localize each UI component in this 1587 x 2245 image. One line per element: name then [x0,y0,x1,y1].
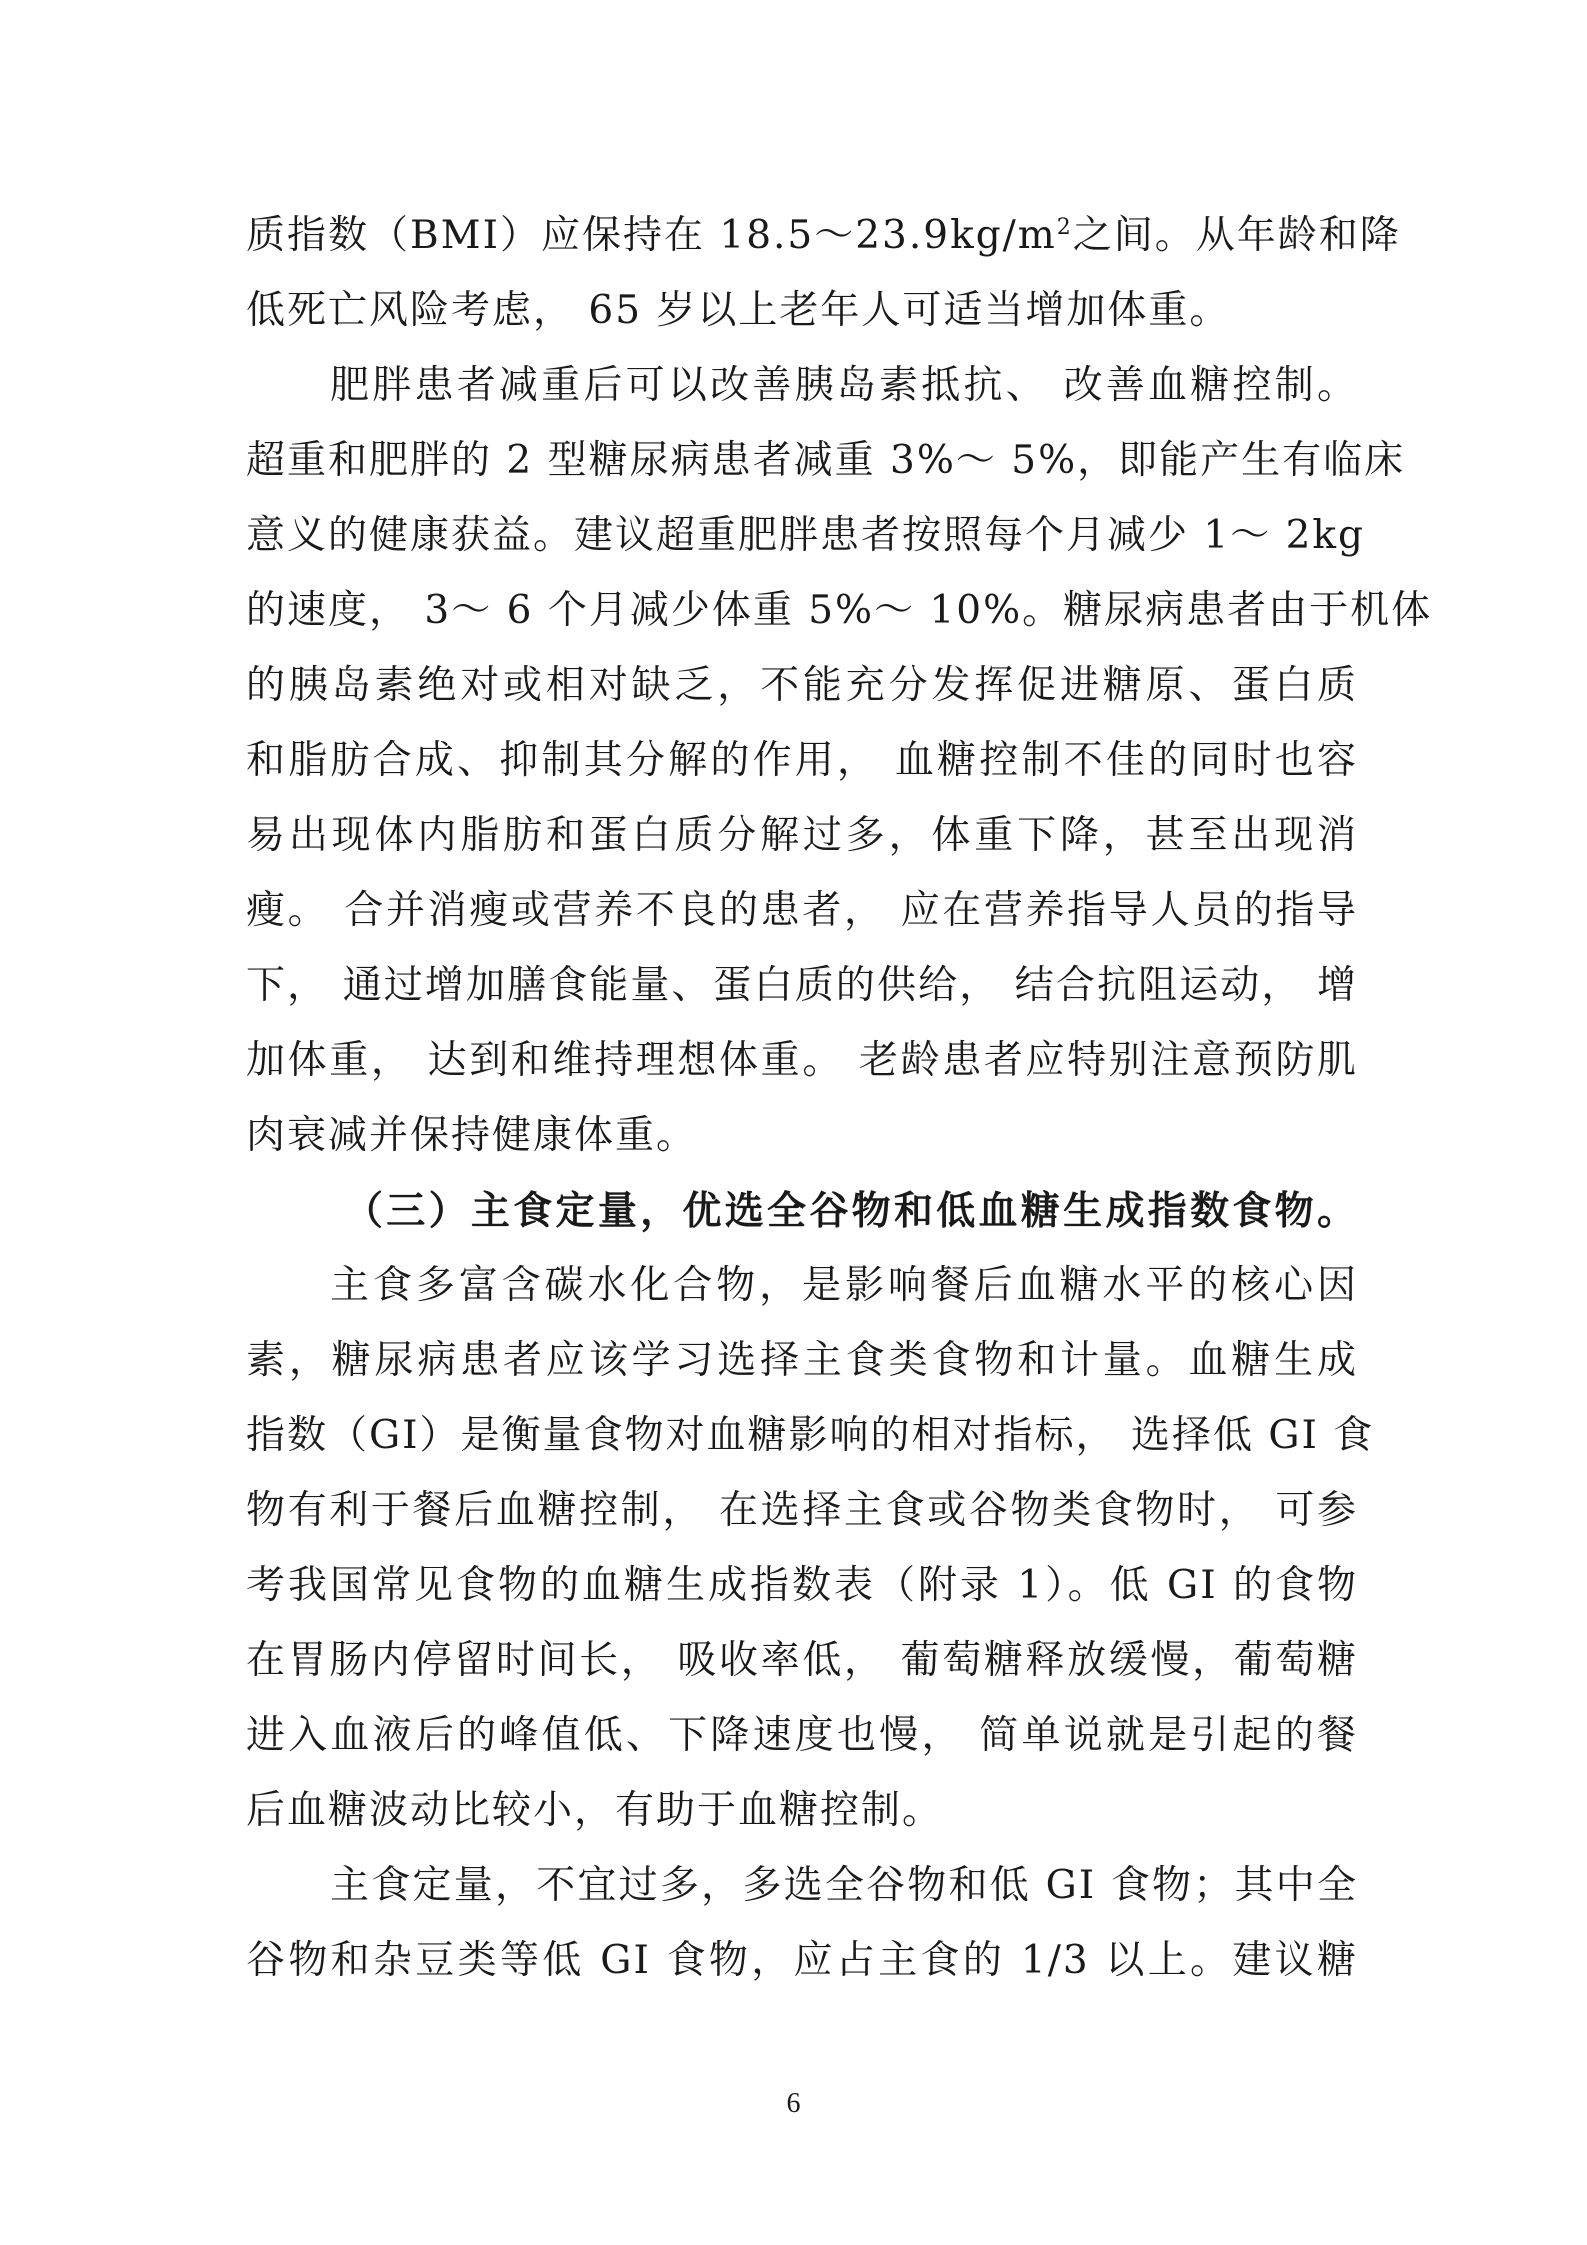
body-line: 的速度， 3～ 6 个月减少体重 5%～ 10%。糖尿病患者由于机体 [246,588,1433,633]
body-line: 肉衰减并保持健康体重。 [246,1113,698,1158]
body-line: 下， 通过增加膳食能量、蛋白质的供给， 结合抗阻运动， 增 [246,963,1358,1008]
body-line: 考我国常见食物的血糖生成指数表（附录 1）。低 GI 的食物 [246,1563,1358,1608]
page-number: 6 [786,2088,801,2119]
body-line: 易出现体内脂肪和蛋白质分解过多，体重下降，甚至出现消 [246,813,1358,858]
body-line: 进入血液后的峰值低、下降速度也慢， 简单说就是引起的餐 [246,1713,1358,1758]
body-line: 超重和肥胖的 2 型糖尿病患者减重 3%～ 5%，即能产生有临床 [246,438,1406,483]
body-line: 谷物和杂豆类等低 GI 食物，应占主食的 1/3 以上。建议糖 [246,1938,1358,1983]
body-line: 指数（GI）是衡量食物对血糖影响的相对指标， 选择低 GI 食 [246,1413,1375,1458]
body-line: 加体重， 达到和维持理想体重。 老龄患者应特别注意预防肌 [246,1038,1358,1083]
body-line: 物有利于餐后血糖控制， 在选择主食或谷物类食物时， 可参 [246,1488,1358,1533]
body-line: 意义的健康获益。建议超重肥胖患者按照每个月减少 1～ 2kg [246,513,1366,558]
body-line: 的胰岛素绝对或相对缺乏，不能充分发挥促进糖原、蛋白质 [246,663,1358,708]
body-line: 后血糖波动比较小，有助于血糖控制。 [246,1788,944,1833]
paragraph-first-line: 主食多富含碳水化合物，是影响餐后血糖水平的核心因 [330,1263,1358,1308]
body-line: 在胃肠内停留时间长， 吸收率低， 葡萄糖释放缓慢，葡萄糖 [246,1638,1358,1683]
body-line: 低死亡风险考虑， 65 岁以上老年人可适当增加体重。 [246,288,1231,333]
text-fragment: 质指数（BMI）应保持在 18.5～23.9kg/m [246,213,1057,258]
body-line: 素，糖尿病患者应该学习选择主食类食物和计量。血糖生成 [246,1338,1358,1383]
paragraph-first-line: 主食定量，不宜过多，多选全谷物和低 GI 食物；其中全 [330,1863,1358,1908]
paragraph-first-line: 肥胖患者减重后可以改善胰岛素抵抗、 改善血糖控制。 [330,363,1358,408]
body-line: 瘦。 合并消瘦或营养不良的患者， 应在营养指导人员的指导 [246,888,1358,933]
section-heading: （三）主食定量，优选全谷物和低血糖生成指数食物。 [344,1188,1358,1234]
superscript: 2 [1056,215,1073,240]
text-fragment: 之间。从年龄和降 [1072,213,1401,258]
body-line [246,210,1401,262]
body-line: 和脂肪合成、抑制其分解的作用， 血糖控制不佳的同时也容 [246,738,1358,783]
